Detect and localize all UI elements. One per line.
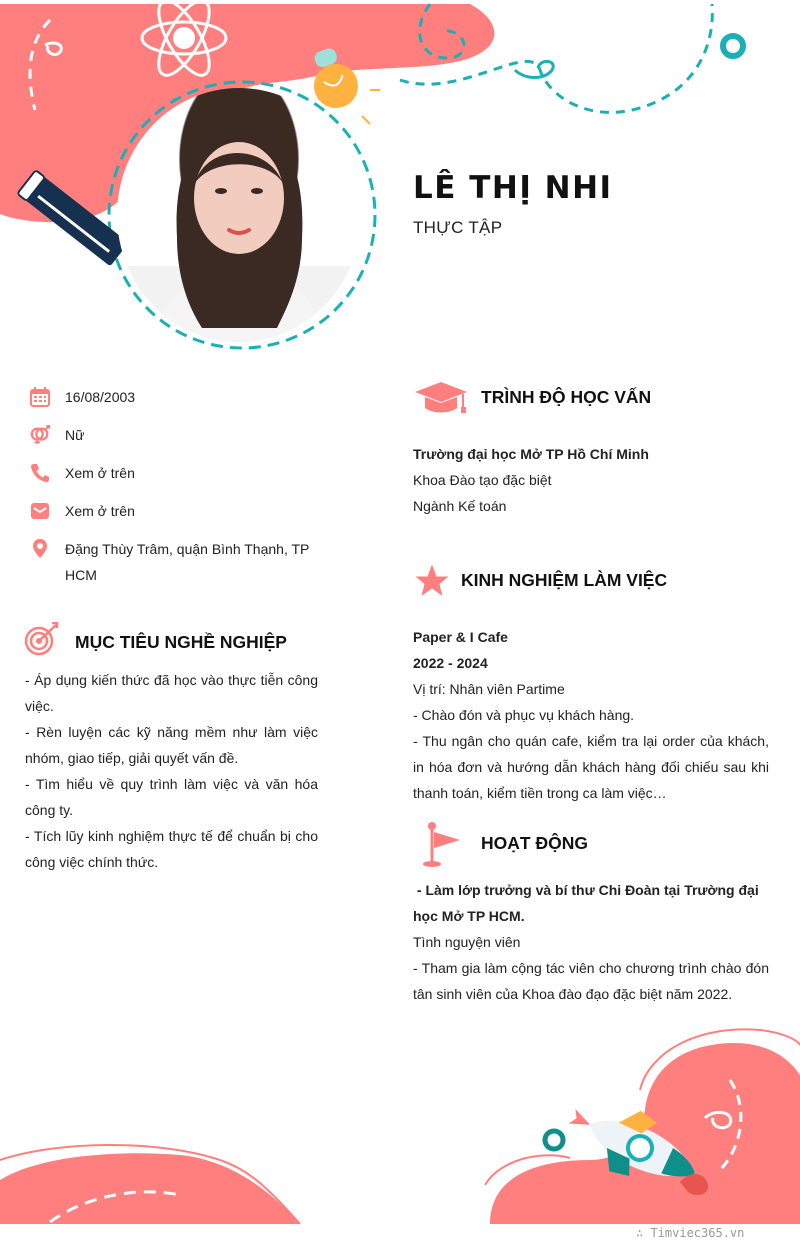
job-role: Vị trí: Nhân viên Partime: [413, 681, 565, 697]
activity-detail: - Tham gia làm cộng tác viên cho chương trình chào đón tân sinh viên của Khoa đào đạo đặc biệt năm 2022.: [413, 960, 769, 1002]
faculty-name: Khoa Đào tạo đặc biệt: [413, 472, 552, 488]
phone-text: Xem ở trên: [65, 465, 135, 481]
bottom-left-blob: [0, 1153, 300, 1224]
objective-item: - Rèn luyện các kỹ năng mềm như làm việc nhóm, giao tiếp, giải quyết vấn đề.: [25, 724, 318, 766]
activity-subtitle: Tình nguyện viên: [413, 934, 521, 950]
duty-item: - Chào đón và phục vụ khách hàng.: [413, 707, 635, 723]
major-name: Ngành Kế toán: [413, 498, 507, 514]
work-period: 2022 - 2024: [413, 655, 488, 671]
address-text: Đặng Thùy Trâm, quận Bình Thạnh, TP HCM: [65, 541, 310, 583]
duty-item: - Thu ngân cho quán cafe, kiểm tra lại order của khách, in hóa đơn và hướng dẫn khách hàng đối chiếu sau khi thanh toán, kiểm tiền trong ca làm việc…: [413, 733, 769, 801]
school-name: Trường đại học Mở TP Hồ Chí Minh: [413, 446, 649, 462]
objective-title: MỤC TIÊU NGHỀ NGHIỆP: [75, 632, 287, 652]
candidate-position: THỰC TẬP: [413, 218, 503, 237]
objective-item: - Áp dụng kiến thức đã học vào thực tiễn công việc.: [25, 672, 318, 714]
activity-heading: - Làm lớp trưởng và bí thư Chi Đoàn tại Trường đại học Mở TP HCM.: [413, 882, 763, 924]
experience-title: KINH NGHIỆM LÀM VIỆC: [461, 570, 668, 590]
company-name: Paper & I Cafe: [413, 629, 508, 645]
objective-item: - Tích lũy kinh nghiệm thực tế để chuẩn bị cho công việc chính thức.: [25, 828, 318, 870]
education-title: TRÌNH ĐỘ HỌC VẤN: [481, 387, 652, 407]
email-text: Xem ở trên: [65, 503, 135, 519]
gender-text: Nữ: [65, 427, 85, 443]
footer-brand: ∴ Timviec365.vn: [636, 1226, 745, 1240]
candidate-name: LÊ THỊ NHI: [413, 170, 613, 206]
activities-title: HOẠT ĐỘNG: [481, 833, 588, 853]
birthday-text: 16/08/2003: [65, 389, 136, 405]
objective-item: - Tìm hiểu về quy trình làm việc và văn hóa công ty.: [25, 776, 318, 818]
